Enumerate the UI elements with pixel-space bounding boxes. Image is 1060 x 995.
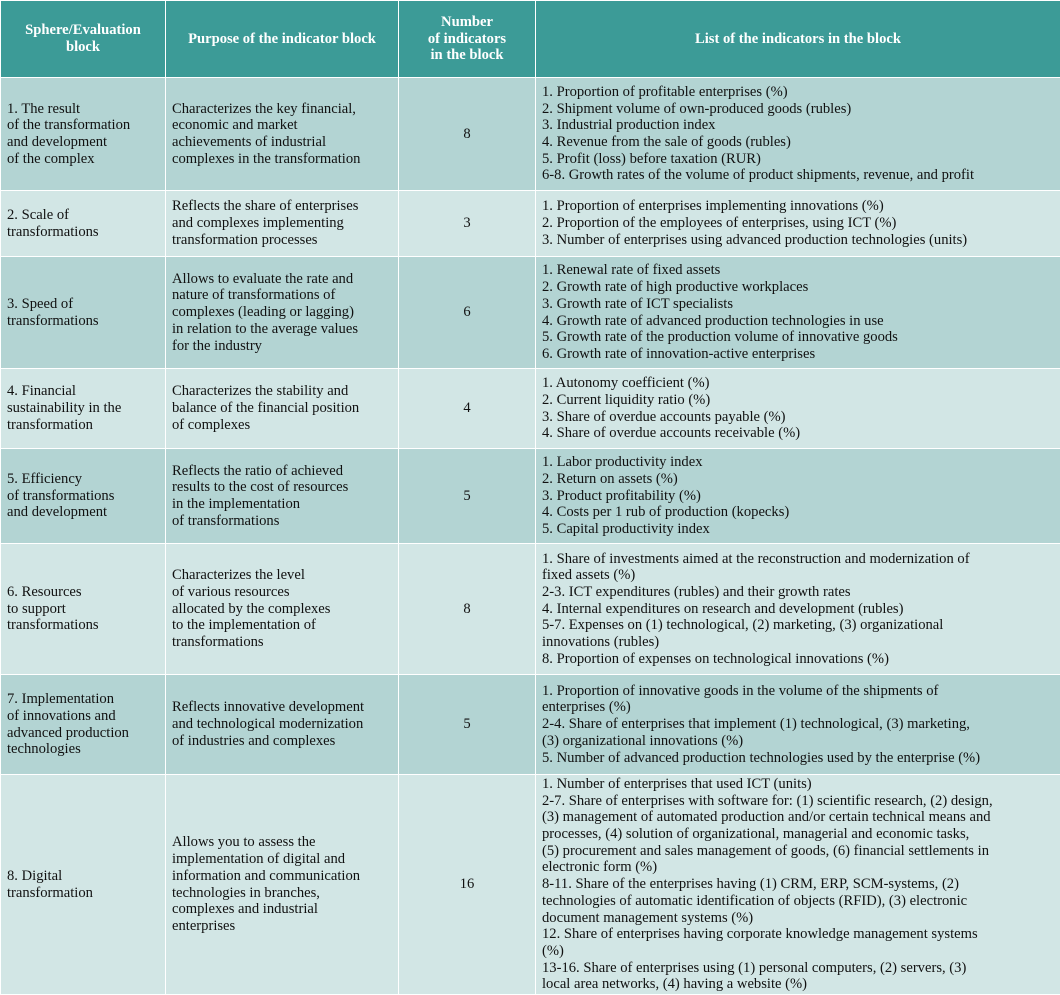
cell-purpose xyxy=(166,775,399,995)
cell-purpose xyxy=(166,675,399,775)
cell-text-line: 8. Digital xyxy=(7,868,165,885)
cell-text-line: 1. Share of investments aimed at the reconstruction and modernization of xyxy=(542,551,1060,568)
cell-text-line: enterprises (%) xyxy=(542,699,1060,716)
header-count xyxy=(399,1,536,78)
cell-text-line: 3. Share of overdue accounts payable (%) xyxy=(542,409,1060,426)
cell-text-line: 2. Scale of xyxy=(7,207,165,224)
cell-indicator-list xyxy=(536,369,1060,449)
cell-text-line: allocated by the complexes xyxy=(172,601,398,618)
cell-text-line: of transformations xyxy=(7,488,165,505)
cell-text-line: to the implementation of xyxy=(172,617,398,634)
cell-text-line: 12. Share of enterprises having corporate knowledge management systems xyxy=(542,926,1060,943)
cell-purpose xyxy=(166,191,399,257)
cell-text-line: (3) organizational innovations (%) xyxy=(542,733,1060,750)
cell-text-line: of the transformation xyxy=(7,117,165,134)
cell-text-line: document management systems (%) xyxy=(542,910,1060,927)
header-purpose xyxy=(166,1,399,78)
cell-sphere-block xyxy=(1,544,166,675)
cell-indicator-count: 6 xyxy=(399,257,536,369)
cell-text-line: 13-16. Share of enterprises using (1) personal computers, (2) servers, (3) xyxy=(542,960,1060,977)
cell-purpose xyxy=(166,449,399,544)
cell-text-line: 2-4. Share of enterprises that implement (1) technological, (3) marketing, xyxy=(542,716,1060,733)
cell-sphere-block xyxy=(1,449,166,544)
cell-text-line: technologies xyxy=(7,741,165,758)
cell-text-line: 1. Autonomy coefficient (%) xyxy=(542,375,1060,392)
cell-text-line: Characterizes the key financial, xyxy=(172,101,398,118)
cell-indicator-list xyxy=(536,449,1060,544)
cell-text-line: and development xyxy=(7,134,165,151)
cell-text-line: 1. Proportion of innovative goods in the volume of the shipments of xyxy=(542,683,1060,700)
cell-text-line: transformations xyxy=(172,634,398,651)
table-row xyxy=(1,449,1060,544)
cell-indicator-list xyxy=(536,191,1060,257)
cell-text-line: of innovations and xyxy=(7,708,165,725)
cell-text-line: and technological modernization xyxy=(172,716,398,733)
cell-text-line: 1. Proportion of profitable enterprises (%) xyxy=(542,84,1060,101)
table-row xyxy=(1,191,1060,257)
table-row xyxy=(1,369,1060,449)
header-sphere xyxy=(1,1,166,78)
cell-text-line: results to the cost of resources xyxy=(172,479,398,496)
cell-text-line: transformations xyxy=(7,224,165,241)
table-row xyxy=(1,78,1060,191)
cell-indicator-count: 5 xyxy=(399,675,536,775)
cell-text-line: 4. Revenue from the sale of goods (rubles) xyxy=(542,134,1060,151)
cell-text-line: and development xyxy=(7,504,165,521)
cell-text-line: 1. Labor productivity index xyxy=(542,454,1060,471)
cell-indicator-count: 16 xyxy=(399,775,536,995)
cell-purpose xyxy=(166,257,399,369)
cell-text-line: 4. Financial xyxy=(7,383,165,400)
cell-text-line: implementation of digital and xyxy=(172,851,398,868)
cell-text-line: 2. Current liquidity ratio (%) xyxy=(542,392,1060,409)
cell-text-line: of industries and complexes xyxy=(172,733,398,750)
cell-text-line: complexes in the transformation xyxy=(172,151,398,168)
cell-indicator-count: 8 xyxy=(399,78,536,191)
cell-text-line: Characterizes the level xyxy=(172,567,398,584)
header-text-line: block xyxy=(7,39,159,56)
header-text-line: Sphere/Evaluation xyxy=(7,22,159,39)
cell-text-line: nature of transformations of xyxy=(172,287,398,304)
cell-text-line: (3) management of automated production and/or certain technical means and xyxy=(542,809,1060,826)
cell-text-line: 5. Capital productivity index xyxy=(542,521,1060,538)
cell-text-line: Allows you to assess the xyxy=(172,834,398,851)
cell-indicator-list xyxy=(536,675,1060,775)
cell-text-line: 5. Profit (loss) before taxation (RUR) xyxy=(542,151,1060,168)
cell-sphere-block xyxy=(1,191,166,257)
cell-text-line: technologies of automatic identification of objects (RFID), (3) electronic xyxy=(542,893,1060,910)
cell-text-line: innovations (rubles) xyxy=(542,634,1060,651)
cell-text-line: complexes (leading or lagging) xyxy=(172,304,398,321)
cell-indicator-list xyxy=(536,78,1060,191)
cell-sphere-block xyxy=(1,78,166,191)
cell-text-line: sustainability in the xyxy=(7,400,165,417)
cell-text-line: 3. Product profitability (%) xyxy=(542,488,1060,505)
cell-text-line: 1. The result xyxy=(7,101,165,118)
cell-text-line: 3. Industrial production index xyxy=(542,117,1060,134)
cell-text-line: 6. Resources xyxy=(7,584,165,601)
cell-text-line: 5. Efficiency xyxy=(7,471,165,488)
cell-text-line: 3. Speed of xyxy=(7,296,165,313)
cell-text-line: local area networks, (4) having a website (%) xyxy=(542,976,1060,993)
cell-text-line: transformations xyxy=(7,313,165,330)
cell-text-line: 2. Shipment volume of own-produced goods (rubles) xyxy=(542,101,1060,118)
cell-text-line: to support xyxy=(7,601,165,618)
header-text-line: List of the indicators in the block xyxy=(542,31,1054,48)
table-row xyxy=(1,544,1060,675)
cell-text-line: 2-7. Share of enterprises with software for: (1) scientific research, (2) design, xyxy=(542,793,1060,810)
cell-indicator-list xyxy=(536,775,1060,995)
cell-sphere-block xyxy=(1,369,166,449)
cell-text-line: Characterizes the stability and xyxy=(172,383,398,400)
cell-text-line: Reflects innovative development xyxy=(172,699,398,716)
header-text-line: Number xyxy=(405,14,529,31)
cell-purpose xyxy=(166,544,399,675)
cell-text-line: 8-11. Share of the enterprises having (1) CRM, ERP, SCM-systems, (2) xyxy=(542,876,1060,893)
cell-text-line: (5) procurement and sales management of goods, (6) financial settlements in xyxy=(542,843,1060,860)
cell-text-line: transformation xyxy=(7,417,165,434)
cell-text-line: electronic form (%) xyxy=(542,859,1060,876)
cell-text-line: Reflects the ratio of achieved xyxy=(172,463,398,480)
cell-text-line: economic and market xyxy=(172,117,398,134)
cell-indicator-list xyxy=(536,257,1060,369)
cell-text-line: of the complex xyxy=(7,151,165,168)
table-row xyxy=(1,775,1060,995)
cell-indicator-count: 4 xyxy=(399,369,536,449)
cell-text-line: technologies in branches, xyxy=(172,885,398,902)
cell-text-line: 4. Internal expenditures on research and development (rubles) xyxy=(542,601,1060,618)
cell-text-line: 6. Growth rate of innovation-active enterprises xyxy=(542,346,1060,363)
cell-purpose xyxy=(166,369,399,449)
cell-text-line: in relation to the average values xyxy=(172,321,398,338)
header-text-line: of indicators xyxy=(405,31,529,48)
cell-text-line: balance of the financial position xyxy=(172,400,398,417)
cell-text-line: and complexes implementing xyxy=(172,215,398,232)
cell-text-line: 5. Number of advanced production technologies used by the enterprise (%) xyxy=(542,750,1060,767)
cell-sphere-block xyxy=(1,675,166,775)
cell-text-line: of complexes xyxy=(172,417,398,434)
table-row xyxy=(1,675,1060,775)
header-indicators xyxy=(536,1,1060,78)
cell-text-line: 5. Growth rate of the production volume of innovative goods xyxy=(542,329,1060,346)
cell-text-line: 1. Proportion of enterprises implementing innovations (%) xyxy=(542,198,1060,215)
cell-text-line: Reflects the share of enterprises xyxy=(172,198,398,215)
cell-text-line: information and communication xyxy=(172,868,398,885)
cell-text-line: (%) xyxy=(542,943,1060,960)
cell-text-line: complexes and industrial xyxy=(172,901,398,918)
cell-indicator-count: 5 xyxy=(399,449,536,544)
cell-text-line: 8. Proportion of expenses on technological innovations (%) xyxy=(542,651,1060,668)
cell-text-line: in the implementation xyxy=(172,496,398,513)
cell-text-line: of transformations xyxy=(172,513,398,530)
cell-indicator-list xyxy=(536,544,1060,675)
cell-text-line: 1. Number of enterprises that used ICT (units) xyxy=(542,776,1060,793)
cell-text-line: 5-7. Expenses on (1) technological, (2) marketing, (3) organizational xyxy=(542,617,1060,634)
cell-indicator-count: 8 xyxy=(399,544,536,675)
cell-text-line: enterprises xyxy=(172,918,398,935)
cell-text-line: 2-3. ICT expenditures (rubles) and their growth rates xyxy=(542,584,1060,601)
cell-text-line: 1. Renewal rate of fixed assets xyxy=(542,262,1060,279)
cell-text-line: of various resources xyxy=(172,584,398,601)
cell-text-line: fixed assets (%) xyxy=(542,567,1060,584)
cell-text-line: transformations xyxy=(7,617,165,634)
cell-text-line: 7. Implementation xyxy=(7,691,165,708)
cell-sphere-block xyxy=(1,257,166,369)
cell-text-line: 3. Growth rate of ICT specialists xyxy=(542,296,1060,313)
cell-purpose xyxy=(166,78,399,191)
header-text-line: in the block xyxy=(405,47,529,64)
cell-text-line: 6-8. Growth rates of the volume of product shipments, revenue, and profit xyxy=(542,167,1060,184)
cell-text-line: 2. Proportion of the employees of enterprises, using ICT (%) xyxy=(542,215,1060,232)
cell-text-line: processes, (4) solution of organizational, managerial and economic tasks, xyxy=(542,826,1060,843)
cell-text-line: for the industry xyxy=(172,338,398,355)
header-text-line: Purpose of the indicator block xyxy=(172,31,392,48)
cell-text-line: 2. Return on assets (%) xyxy=(542,471,1060,488)
table-row xyxy=(1,257,1060,369)
cell-text-line: 4. Share of overdue accounts receivable (%) xyxy=(542,425,1060,442)
header-row xyxy=(1,1,1060,78)
cell-text-line: 4. Growth rate of advanced production technologies in use xyxy=(542,313,1060,330)
cell-text-line: Allows to evaluate the rate and xyxy=(172,271,398,288)
cell-text-line: 2. Growth rate of high productive workplaces xyxy=(542,279,1060,296)
cell-text-line: advanced production xyxy=(7,725,165,742)
cell-text-line: transformation xyxy=(7,885,165,902)
cell-indicator-count: 3 xyxy=(399,191,536,257)
cell-text-line: 3. Number of enterprises using advanced production technologies (units) xyxy=(542,232,1060,249)
cell-sphere-block xyxy=(1,775,166,995)
cell-text-line: transformation processes xyxy=(172,232,398,249)
cell-text-line: achievements of industrial xyxy=(172,134,398,151)
cell-text-line: 4. Costs per 1 rub of production (kopecks) xyxy=(542,504,1060,521)
